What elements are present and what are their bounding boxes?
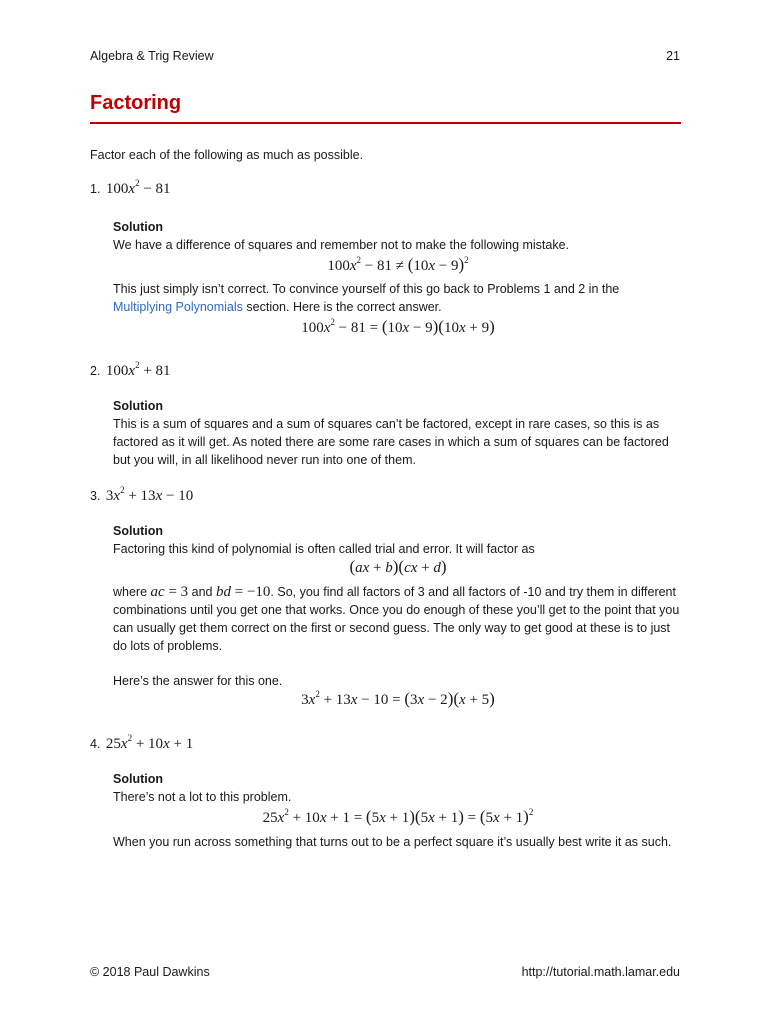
title-underline: [90, 122, 681, 124]
solution-label: Solution: [113, 220, 163, 234]
problem-2-expression: $100x^2 + 81$: [105, 360, 171, 379]
problem-4: [90, 735, 193, 753]
solution-label: Solution: [113, 399, 163, 413]
problem-number: 4.: [90, 737, 101, 751]
problem-4-expression: $25x^2 + 10x + 1$: [105, 733, 194, 752]
footer-url[interactable]: http://tutorial.math.lamar.edu: [521, 965, 680, 979]
solution-label: Solution: [113, 772, 163, 786]
multiplying-polynomials-link[interactable]: Multiplying Polynomials: [113, 300, 243, 314]
problem-number: 3.: [90, 489, 101, 503]
problem-1: [90, 180, 171, 198]
problem-3-expression: $3x^2 + 13x - 10$: [105, 485, 194, 504]
page-number: 21: [666, 49, 680, 63]
problem-2: [90, 362, 171, 380]
solution-text-2: where ac = 3 and bd = −10. So, you find all factors of 3 and all factors of -10 and try them in different combinations until you get one that works. Once you do enough of these you’ll get to the point that you can usually get them correct on the first or second guess. The only way to get good at these is to just do lots of problems.: [113, 584, 680, 653]
equation-answer-3: $3x^2 + 13x - 10 = (3x - 2)(x + 5)$: [301, 689, 495, 708]
equation-answer-1: $100x^2 - 81 = (10x - 9)(10x + 9)$: [301, 317, 495, 336]
solution-text: This is a sum of squares and a sum of squares can’t be factored, except in rare cases, so this is as factored as it will get. As noted there are some rare cases in which a sum of squares can be factored but you will, in all likelihood never run into one of them.: [113, 417, 669, 467]
problem-number: 1.: [90, 182, 101, 196]
equation-general-form: (ax + b)(cx + d): [349, 557, 447, 576]
solution-text-2: This just simply isn’t correct. To convince yourself of this go back to Problems 1 and 2 in the Multiplying Polynomials section. Here is the correct answer.: [113, 282, 620, 314]
solution-text-2: When you run across something that turns out to be a perfect square it’s usually best write it as such.: [113, 835, 672, 849]
solution-text: We have a difference of squares and remember not to make the following mistake.: [113, 238, 570, 252]
solution-text: Factoring this kind of polynomial is often called trial and error. It will factor as: [113, 542, 535, 556]
solution-text: There’s not a lot to this problem.: [113, 790, 292, 804]
instructions: Factor each of the following as much as possible.: [90, 148, 364, 162]
section-title: Factoring: [90, 92, 182, 114]
equation-answer-4: $25x^2 + 10x + 1 = (5x + 1)(5x + 1) = (5x + 1)^2$: [262, 807, 534, 826]
equation-mistake: $100x^2 - 81 \ne (10x - 9)^2$: [327, 255, 469, 274]
running-header-title: Algebra & Trig Review: [90, 49, 214, 63]
solution-text-3: Here’s the answer for this one.: [113, 674, 283, 688]
problem-1-expression: $100x^2 - 81$: [105, 178, 171, 197]
solution-label: Solution: [113, 524, 163, 538]
problem-number: 2.: [90, 364, 101, 378]
problem-3: [90, 487, 193, 505]
footer-copyright: © 2018 Paul Dawkins: [90, 965, 210, 979]
